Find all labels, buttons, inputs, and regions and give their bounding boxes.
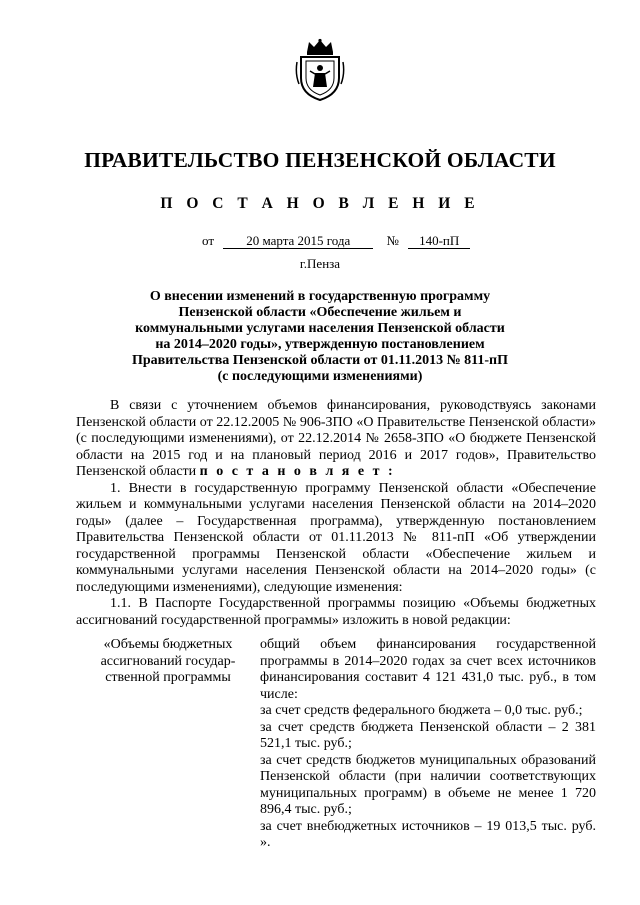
- paragraph-preamble: [76, 398, 596, 481]
- resolves-word: п о с т а н о в л я е т :: [199, 464, 396, 479]
- funding-total: общий объем финансирования государственной программы в 2014–2020 годах за счет всех источников финансирования составит 4 121 431,0 тыс. руб., в том числе:: [260, 637, 596, 702]
- subject-line: Пензенской области «Обеспечение жильем и: [178, 305, 462, 320]
- table-left-cell: [82, 637, 254, 687]
- subject-line: на 2014–2020 годы», утвержденную постановлением: [155, 337, 485, 352]
- date-prefix: от: [202, 233, 215, 248]
- left-cell-line: «Объемы бюджетных: [103, 637, 233, 652]
- subject-line: О внесении изменений в государственную программу: [149, 289, 491, 304]
- left-cell-line: ассигнований государ-: [100, 653, 236, 669]
- document-type: П О С Т А Н О В Л Е Н И Е: [160, 195, 480, 212]
- subject-line: (с последующими изменениями): [217, 369, 423, 384]
- government-title: ПРАВИТЕЛЬСТВО ПЕНЗЕНСКОЙ ОБЛАСТИ: [84, 148, 556, 172]
- document-body: [76, 398, 596, 629]
- preamble-text: В связи с уточнением объемов финансирования, руководствуясь законами Пензенской области от 22.12.2005 № 906-ЗПО «О Правительстве Пензенской области» (с последующими изменениями), от 22.12.2014 № 2658-ЗПО «О бюджете Пензенской области на 2015 год и на плановый период 2016 и 2017 годов», Правительство Пензенской области: [76, 398, 596, 479]
- table-right-cell: [260, 637, 596, 852]
- document-subject: [100, 289, 540, 385]
- city: г.Пенза: [299, 256, 341, 271]
- document-number: 140-пП: [408, 234, 470, 249]
- subject-line: Правительства Пензенской области от 01.11.2013 № 811-пП: [131, 353, 509, 368]
- document-date: 20 марта 2015 года: [223, 234, 373, 249]
- paragraph-item-1-1: 1.1. В Паспорте Государственной программы позицию «Объемы бюджетных ассигнований государственной программы» изложить в новой редакции:: [76, 596, 596, 628]
- coat-of-arms-icon: [295, 38, 345, 102]
- subject-line: коммунальными услугами населения Пензенской области: [135, 321, 505, 336]
- date-number-line: [202, 233, 470, 249]
- funding-municipal: за счет средств бюджетов муниципальных образований Пензенской области (при наличии соответствующих муниципальных программ) в объеме не менее 1 720 896,4 тыс. руб.;: [260, 752, 596, 817]
- paragraph-item-1: 1. Внести в государственную программу Пензенской области «Обеспечение жильем и коммунальными услугами населения Пензенской области на 2014–2020 годы» (далее – Государственная программа), утвержденную постановлением Правительства Пензенской области от 01.11.2013 № 811-пП «Об утверждении государственной программы Пензенской области «Обеспечение жильем и коммунальными услугами населения Пензенской области на 2014–2020 годы» (с последующими изменениями), следующие изменения:: [76, 480, 596, 595]
- funding-regional: за счет средств бюджета Пензенской области – 2 381 521,1 тыс. руб.;: [260, 719, 596, 751]
- number-prefix: №: [386, 233, 399, 248]
- funding-extrabudgetary: за счет внебюджетных источников – 19 013,5 тыс. руб. ».: [260, 818, 596, 850]
- funding-federal: за счет средств федерального бюджета – 0,0 тыс. руб.;: [260, 703, 583, 718]
- left-cell-line: ственной программы: [105, 670, 231, 685]
